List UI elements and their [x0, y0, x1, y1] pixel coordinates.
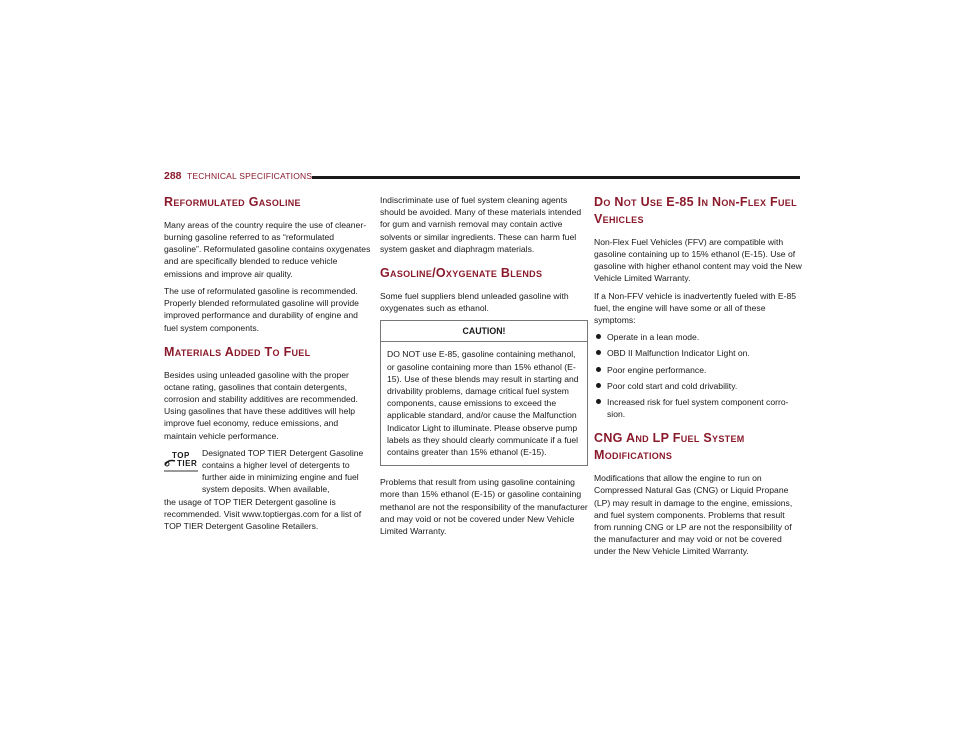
column-1	[164, 194, 372, 537]
paragraph: Non-Flex Fuel Vehicles (FFV) are compatible with gasoline containing up to 15% ethanol (E-15). Use of gasoline with higher ethanol content may void the New Vehicle Limited Warranty.	[594, 236, 802, 284]
symptom-list	[594, 331, 802, 420]
list-item-text: Operate in a lean mode.	[607, 332, 700, 343]
paragraph: Besides using unleaded gasoline with the proper octane rating, gasolines that contain detergents, corrosion and stability additives are recommended. Using gasolines that have these additives will help improve fuel economy, reduce emissions, and maintain vehicle performance.	[164, 369, 358, 441]
header-rule	[312, 176, 800, 179]
list-item-text: Poor cold start and cold drivability.	[607, 380, 738, 391]
paragraph: The use of reformulated gasoline is recommended. Properly blended reformulated gasoline will provide improved performance and durability of engine and fuel system components.	[164, 285, 359, 333]
logo-text-bottom: TIER	[177, 458, 198, 468]
paragraph: If a Non-FFV vehicle is inadvertently fueled with E-85 fuel, the engine will have some or all of these symptoms:	[594, 290, 797, 325]
paragraph: the usage of TOP TIER Detergent gasoline is recommended. Visit www.toptiergas.com for a list of TOP TIER Detergent Gasoline Retailers.	[164, 496, 362, 532]
paragraph: Many areas of the country require the use of cleaner-burning gasoline referred to as “reformulated gasoline”. Reformulated gasoline contains oxygenates and are specifically blended to reduce vehicle emissions and improve air quality.	[164, 219, 371, 279]
list-item-text: Poor engine performance.	[607, 364, 707, 375]
paragraph: Some fuel suppliers blend unleaded gasoline with oxygenates such as ethanol.	[380, 290, 569, 314]
page-number: 288	[164, 170, 182, 182]
bullet-icon	[596, 334, 601, 339]
bullet-icon	[596, 350, 601, 355]
heading-materials-added: Materials Added To Fuel	[164, 344, 311, 359]
column-2	[380, 194, 588, 542]
page-header	[164, 170, 800, 186]
list-item	[594, 396, 802, 420]
paragraph: Problems that result from using gasoline containing more than 15% ethanol (E-15) or gasoline containing methanol are not the responsibility of the manufacturer and may void or not be covered under New Vehicle Limited Warranty.	[380, 477, 588, 536]
bullet-icon	[596, 383, 601, 388]
caution-title: CAUTION!	[381, 321, 587, 342]
list-item	[594, 347, 802, 359]
paragraph-top-tier: Designated TOP TIER Detergent Gasoline contains a higher level of detergents to further aide in minimizing engine and fuel system deposits. When available,	[202, 447, 364, 495]
list-item-text: Increased risk for fuel system component corro-sion.	[607, 396, 789, 420]
heading-e85: Do Not Use E-85 In Non-Flex Fuel Vehicles	[594, 195, 797, 226]
bullet-icon	[596, 367, 601, 372]
top-tier-logo	[164, 451, 198, 475]
list-item-text: OBD II Malfunction Indicator Light on.	[607, 348, 750, 359]
logo-underline	[164, 470, 198, 472]
bullet-icon	[596, 399, 601, 404]
heading-cng-lp: CNG And LP Fuel System Modifications	[594, 431, 745, 463]
column-3	[594, 194, 802, 563]
logo-text-top: TOP	[172, 450, 190, 460]
heading-reformulated-gasoline: Reformulated Gasoline	[164, 195, 301, 209]
caution-text: DO NOT use E-85, gasoline containing methanol, or gasoline containing more than 15% ethanol (E-15). Use of these blends may result in starting and drivability problems, damage critical fuel system components, cause emissions to exceed the applicable standard, and/or cause the Malfunction Indicator Light to illuminate. Please observe pump labels as they should clearly communicate if a fuel contains greater than 15% ethanol (E-15).	[387, 349, 579, 457]
list-item	[594, 331, 802, 343]
swoosh-icon	[164, 458, 176, 468]
paragraph: Modifications that allow the engine to run on Compressed Natural Gas (CNG) or Liquid Propane (LP) may result in damage to the engine, emissions, and fuel system components. Problems that result from running CNG or LP are not the responsibility of the manufacturer and may void or not be covered under the New Vehicle Limited Warranty.	[594, 473, 793, 557]
top-tier-block	[164, 447, 372, 532]
paragraph: Indiscriminate use of fuel system cleaning agents should be avoided. Many of these materials intended for gum and varnish removal may contain active solvents or similar ingredients. These can harm fuel system gasket and diaphragm materials.	[380, 195, 582, 254]
list-item	[594, 380, 802, 392]
caution-box	[380, 320, 588, 466]
section-title: TECHNICAL SPECIFICATIONS	[187, 171, 313, 181]
heading-oxygenate-blends: Gasoline/Oxygenate Blends	[380, 266, 543, 281]
list-item	[594, 364, 802, 376]
caution-body	[381, 342, 587, 465]
